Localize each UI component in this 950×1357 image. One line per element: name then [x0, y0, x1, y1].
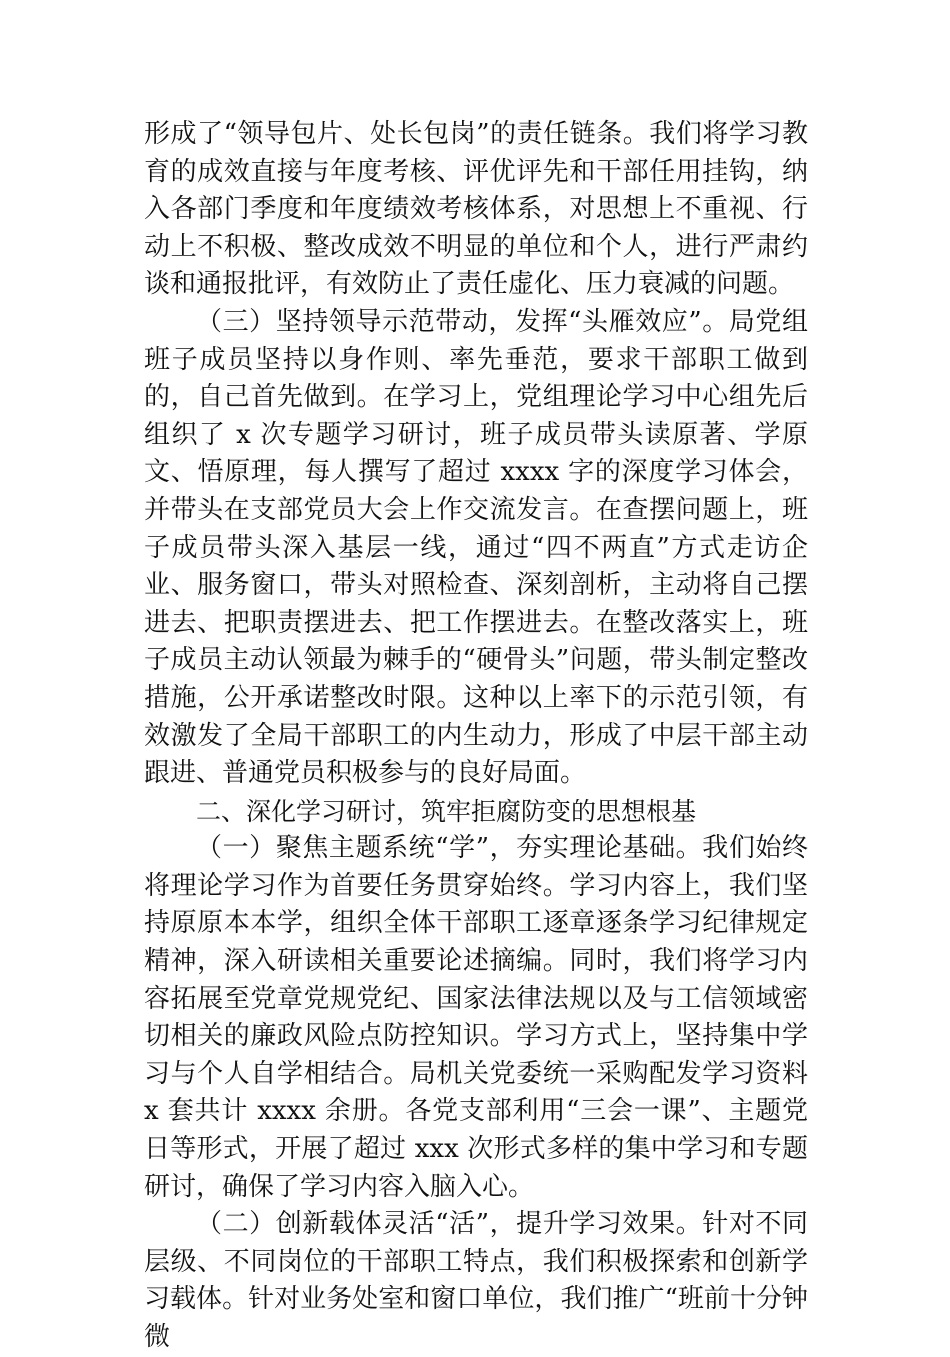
paragraph-leadership-example: （三）坚持领导示范带动，发挥“头雁效应”。局党组班子成员坚持以身作则、率先垂范，要求干部职工做到的，自己首先做到。在学习上，党组理论学习中心组先后组织了 x 次专题学习研讨，班子成员带头读原著、学原文、悟原理，每人撰写了超过 xxxx 字的深度学习体会，并带头在支部党员大会上作交流发言。在查摆问题上，班子成员带头深入基层一线，通过“四不两直”方式走访企业、服务窗口，带头对照检查、深刻剖析，主动将自己摆进去、把职责摆进去、把工作摆进去。在整改落实上，班子成员主动认领最为棘手的“硬骨头”问题，带头制定整改措施，公开承诺整改时限。这种以上率下的示范引领，有效激发了全局干部职工的内生动力，形成了中层干部主动跟进、普通党员积极参与的良好局面。 — [144, 306, 808, 789]
paragraph-continuation: 形成了“领导包片、处长包岗”的责任链条。我们将学习教育的成效直接与年度考核、评优评先和干部任用挂钩，纳入各部门季度和年度绩效考核体系，对思想上不重视、行动上不积极、整改成效不明显的单位和个人，进行严肃约谈和通报批评，有效防止了责任虚化、压力衰减的问题。 — [144, 119, 808, 300]
paragraph-systematic-study: （一）聚焦主题系统“学”，夯实理论基础。我们始终将理论学习作为首要任务贯穿始终。学习内容上，我们坚持原原本本学，组织全体干部职工逐章逐条学习纪律规定精神，深入研读相关重要论述摘编。同时，我们将学习内容拓展至党章党规党纪、国家法律法规以及与工信领域密切相关的廉政风险点防控知识。学习方式上，坚持集中学习与个人自学相结合。局机关党委统一采购配发学习资料 x 套共计 xxxx 余册。各党支部利用“三会一课”、主题党日等形式，开展了超过 xxx 次形式多样的集中学习和专题研讨，确保了学习内容入脑入心。 — [144, 833, 808, 1202]
section-heading-two: 二、深化学习研讨，筑牢拒腐防变的思想根基 — [196, 796, 697, 826]
paragraph-innovative-carriers: （二）创新载体灵活“活”，提升学习效果。针对不同层级、不同岗位的干部职工特点，我们积极探索和创新学习载体。针对业务处室和窗口单位，我们推广“班前十分钟微 — [144, 1209, 808, 1352]
document-body — [144, 116, 808, 1357]
